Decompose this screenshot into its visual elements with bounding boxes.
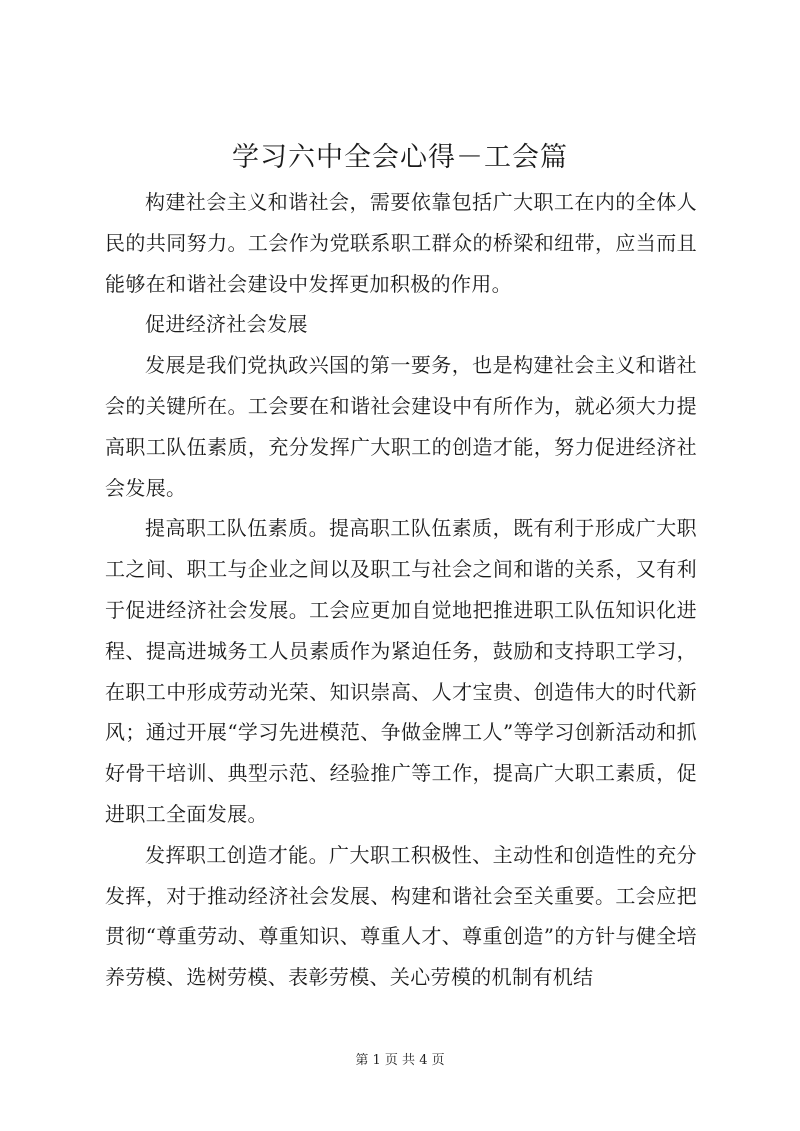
paragraph-quality: 提高职工队伍素质。提高职工队伍素质，既有利于形成广大职工之间、职工与企业之间以及职工与社会之间和谐的关系，又有利于促进经济社会发展。工会应更加自觉地把推进职工队伍知识化进程、提高进城务工人员素质作为紧迫任务，鼓励和支持职工学习，在职工中形成劳动光荣、知识崇高、人才宝贵、创造伟大的时代新风；通过开展“学习先进模范、争做金牌工人”等学习创新活动和抓好骨干培训、典型示范、经验推广等工作，提高广大职工素质，促进职工全面发展。 [105, 516, 697, 826]
paragraph-development: 发展是我们党执政兴国的第一要务，也是构建社会主义和谐社会的关键所在。工会要在和谐社会建设中有所作为，就必须大力提高职工队伍素质，充分发挥广大职工的创造才能，努力促进经济社会发展。 [105, 353, 697, 500]
section-heading: 促进经济社会发展 [145, 312, 308, 337]
page-title: 学习六中全会心得－工会篇 [232, 142, 568, 173]
paragraph-intro: 构建社会主义和谐社会，需要依靠包括广大职工在内的全体人民的共同努力。工会作为党联系职工群众的桥梁和纽带，应当而且能够在和谐社会建设中发挥更加积极的作用。 [105, 190, 697, 296]
page-footer: 第 1 页 共 4 页 [355, 1053, 445, 1068]
paragraph-creativity: 发挥职工创造才能。广大职工积极性、主动性和创造性的充分发挥，对于推动经济社会发展、构建和谐社会至关重要。工会应把贯彻“尊重劳动、尊重知识、尊重人才、尊重创造”的方针与健全培养劳模、选树劳模、表彰劳模、关心劳模的机制有机结 [105, 842, 697, 990]
document-body [105, 182, 697, 998]
